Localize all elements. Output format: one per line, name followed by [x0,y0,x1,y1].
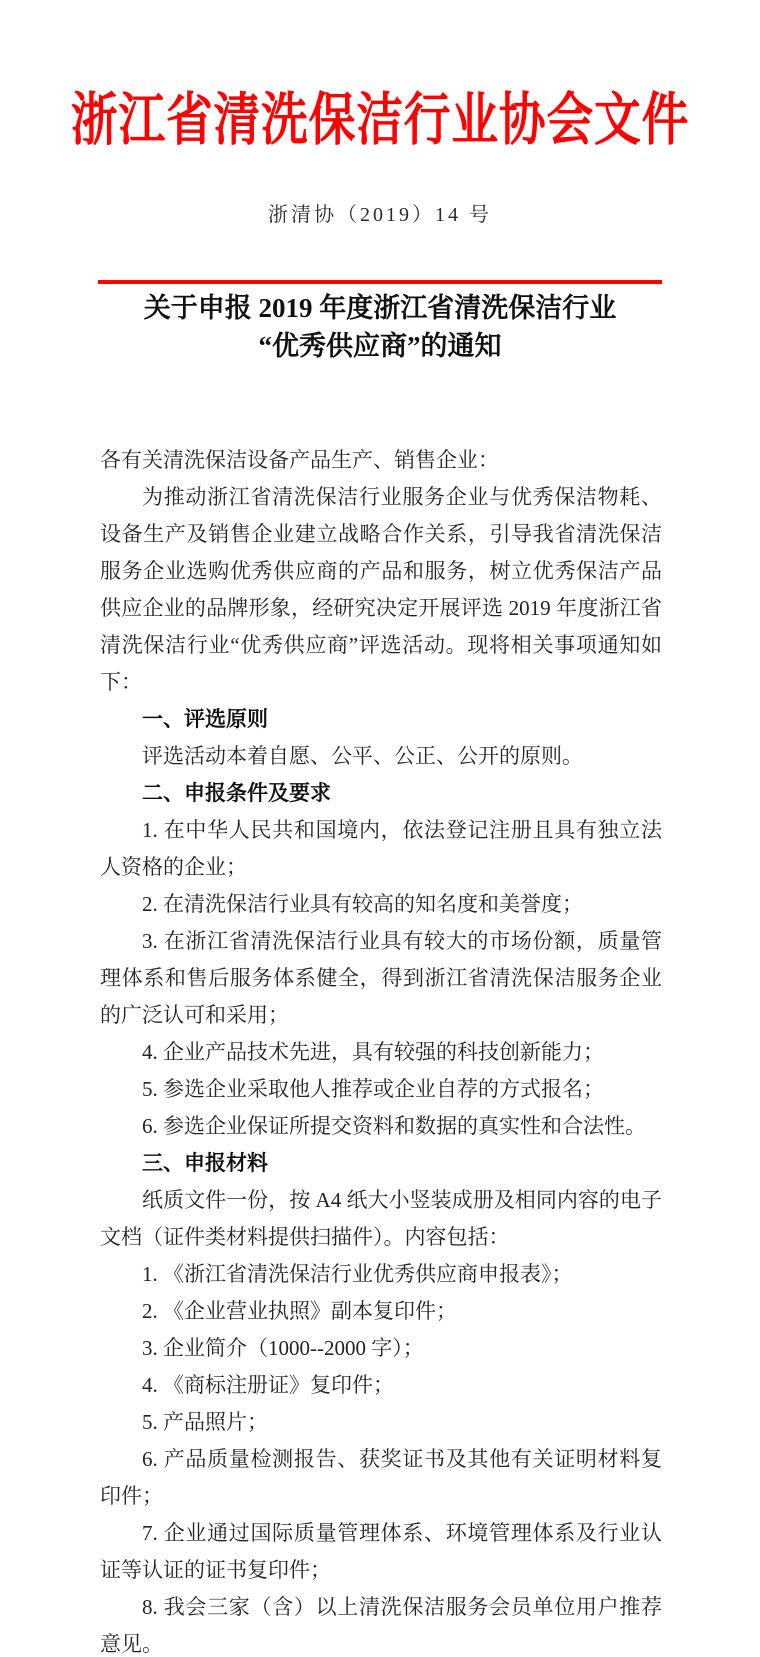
section-3-item-3: 3. 企业简介（1000--2000 字）； [142,1336,424,1360]
doc-number: 浙清协（2019）14 号 [268,204,492,226]
masthead-org-title: 浙江省清洗保洁行业协会文件 [70,89,690,152]
intro-paragraph: 为推动浙江省清洗保洁行业服务企业与优秀保洁物耗、设备生产及销售企业建立战略合作关系，引导我省清洗保洁服务企业选购优秀供应商的产品和服务，树立优秀保洁产品供应企业的品牌形象，经研究决定开展评选 2019 年度浙江省清洗保洁行业“优秀供应商”评选活动。现将相关事项通知如下： [100,485,662,694]
section-3-item-8: 8. 我会三家（含）以上清洗保洁服务会员单位用户推荐意见。 [100,1595,662,1656]
document-title-line2: “优秀供应商”的通知 [258,331,502,361]
section-3-item-7: 7. 企业通过国际质量管理体系、环境管理体系及行业认证等认证的证书复印件； [100,1521,662,1582]
section-3-item-1: 1. 《浙江省清洗保洁行业优秀供应商申报表》； [142,1262,573,1286]
section-3-heading: 三、申报材料 [142,1152,268,1175]
section-2-heading: 二、申报条件及要求 [142,782,331,805]
section-3-item-6: 6. 产品质量检测报告、获奖证书及其他有关证明材料复印件； [100,1447,662,1508]
red-divider-line [98,280,662,284]
section-1-paragraph-1: 评选活动本着自愿、公平、公正、公开的原则。 [142,744,583,768]
section-2-item-4: 4. 企业产品技术先进，具有较强的科技创新能力； [142,1040,604,1064]
section-3-intro: 纸质文件一份，按 A4 纸大小竖装成册及相同内容的电子文档（证件类材料提供扫描件）。内容包括： [100,1188,662,1249]
section-1-heading: 一、评选原则 [142,708,268,731]
section-2-item-5: 5. 参选企业采取他人推荐或企业自荐的方式报名； [142,1077,604,1101]
section-2-item-1: 1. 在中华人民共和国境内，依法登记注册且具有独立法人资格的企业； [100,818,662,879]
section-3-item-4: 4. 《商标注册证》复印件； [142,1373,394,1397]
section-2-item-2: 2. 在清洗保洁行业具有较高的知名度和美誉度； [142,892,583,916]
document-body [100,442,662,1657]
section-2-item-3: 3. 在浙江省清洗保洁行业具有较大的市场份额，质量管理体系和售后服务体系健全，得到浙江省清洗保洁服务企业的广泛认可和采用； [100,929,662,1027]
section-3-item-5: 5. 产品照片； [142,1410,268,1434]
section-2-item-6: 6. 参选企业保证所提交资料和数据的真实性和合法性。 [142,1114,646,1138]
document-title-line1: 关于申报 2019 年度浙江省清洗保洁行业 [143,293,617,323]
salutation-line: 各有关清洗保洁设备产品生产、销售企业： [100,448,499,472]
document-title [0,289,760,365]
section-3-item-2: 2. 《企业营业执照》副本复印件； [142,1299,457,1323]
